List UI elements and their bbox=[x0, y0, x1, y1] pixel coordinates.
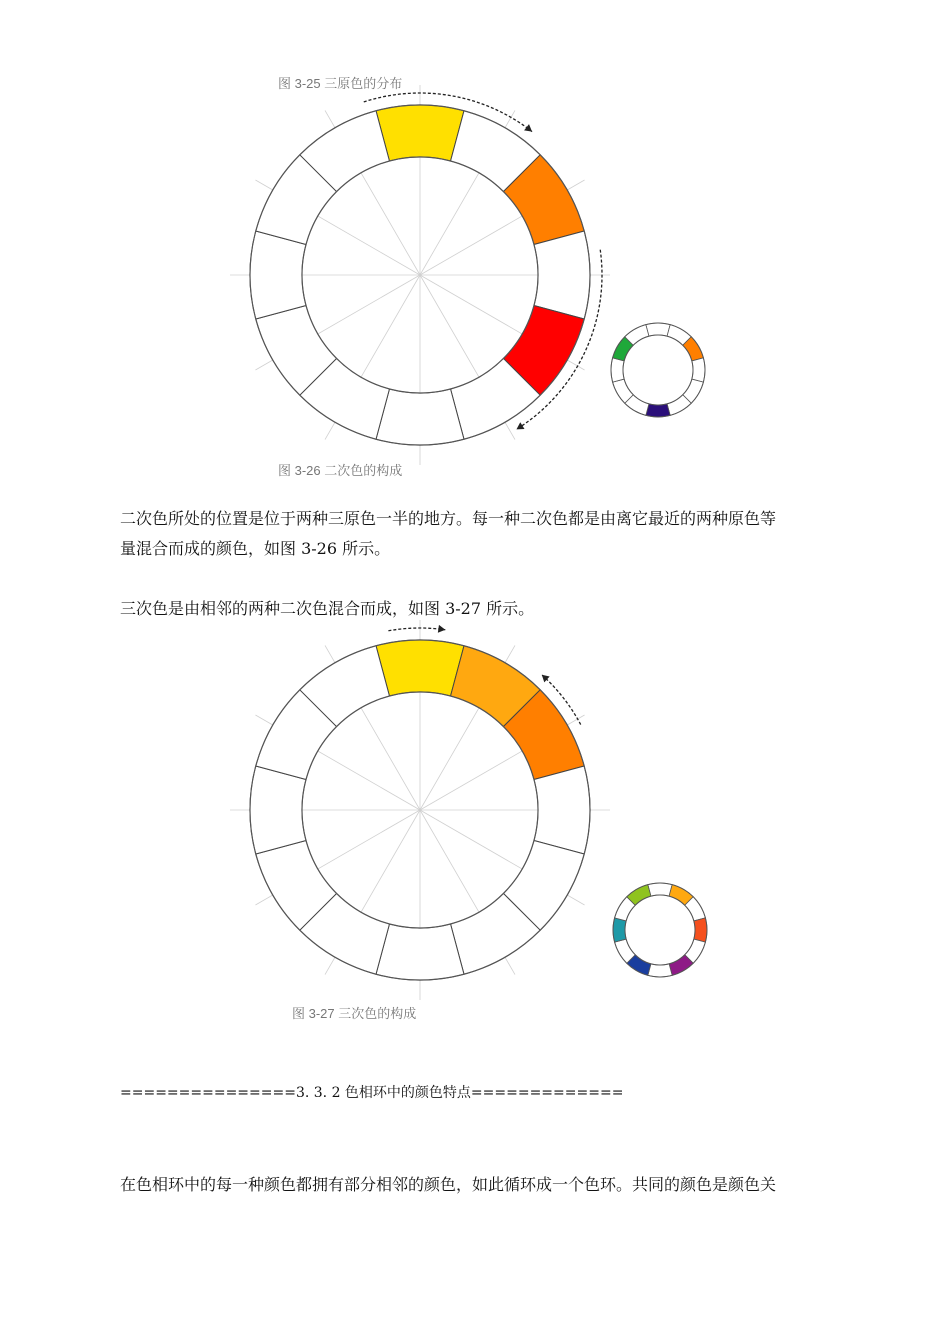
small-wheel-segment bbox=[692, 358, 705, 382]
figure-caption-3-27: 图 3-27 三次色的构成 bbox=[292, 1006, 417, 1021]
paragraph-secondary-colors bbox=[120, 504, 820, 564]
secondary-color-small-wheel bbox=[608, 320, 708, 420]
paragraph-line: 二次色所处的位置是位于两种三原色一半的地方。每一种二次色都是由离它最近的两种原色等 bbox=[120, 509, 777, 528]
primary-color-wheel-svg bbox=[230, 95, 610, 475]
wheel-segment bbox=[376, 105, 464, 161]
paragraph-tertiary-colors bbox=[120, 594, 820, 624]
arrow-head-icon bbox=[542, 675, 550, 683]
tertiary-color-small-wheel-svg bbox=[610, 880, 710, 980]
arrow-head-icon bbox=[524, 124, 532, 131]
wheel-segment bbox=[250, 231, 306, 319]
wheel-segment bbox=[376, 389, 464, 445]
small-wheel-segment bbox=[613, 918, 626, 942]
small-wheel-segment bbox=[648, 883, 672, 896]
wheel-segment bbox=[250, 766, 306, 854]
secondary-color-small-wheel-svg bbox=[608, 320, 708, 420]
arrow-head-icon bbox=[516, 422, 524, 429]
wheel-segment bbox=[376, 640, 464, 696]
figure-caption-3-26: 图 3-26 二次色的构成 bbox=[278, 463, 403, 478]
tertiary-color-small-wheel bbox=[610, 880, 710, 980]
small-wheel-segment bbox=[646, 323, 670, 336]
small-wheel-outer-ring bbox=[613, 883, 707, 977]
small-wheel-inner-ring bbox=[623, 335, 693, 405]
arrow-head-icon bbox=[438, 625, 445, 633]
tertiary-color-wheel-svg bbox=[230, 630, 610, 1010]
small-wheel-segment bbox=[648, 964, 672, 977]
paragraph-line: 量混合而成的颜色，如图 3-26 所示。 bbox=[120, 539, 391, 558]
wheel-segment bbox=[376, 924, 464, 980]
small-wheel-inner-ring bbox=[625, 895, 695, 965]
small-wheel-outer-ring bbox=[611, 323, 705, 417]
section-heading bbox=[120, 1078, 880, 1108]
section-heading-text: ===============3. 3. 2 色相环中的颜色特点============= bbox=[120, 1085, 624, 1101]
rotation-arrow bbox=[388, 628, 445, 631]
small-wheel-segment bbox=[694, 918, 707, 942]
wheel-segment bbox=[534, 231, 590, 319]
tertiary-color-wheel bbox=[230, 630, 610, 1010]
paragraph-line: 在色相环中的每一种颜色都拥有部分相邻的颜色，如此循环成一个色环。共同的颜色是颜色关 bbox=[120, 1175, 777, 1194]
figure-caption-3-25: 图 3-25 三原色的分布 bbox=[278, 76, 403, 91]
wheel-segment bbox=[534, 766, 590, 854]
paragraph-line: 三次色是由相邻的两种二次色混合而成，如图 3-27 所示。 bbox=[120, 599, 535, 618]
small-wheel-segment bbox=[646, 404, 670, 417]
small-wheel-segment bbox=[611, 358, 624, 382]
primary-color-wheel bbox=[230, 95, 610, 475]
paragraph-hue-ring bbox=[120, 1170, 820, 1200]
